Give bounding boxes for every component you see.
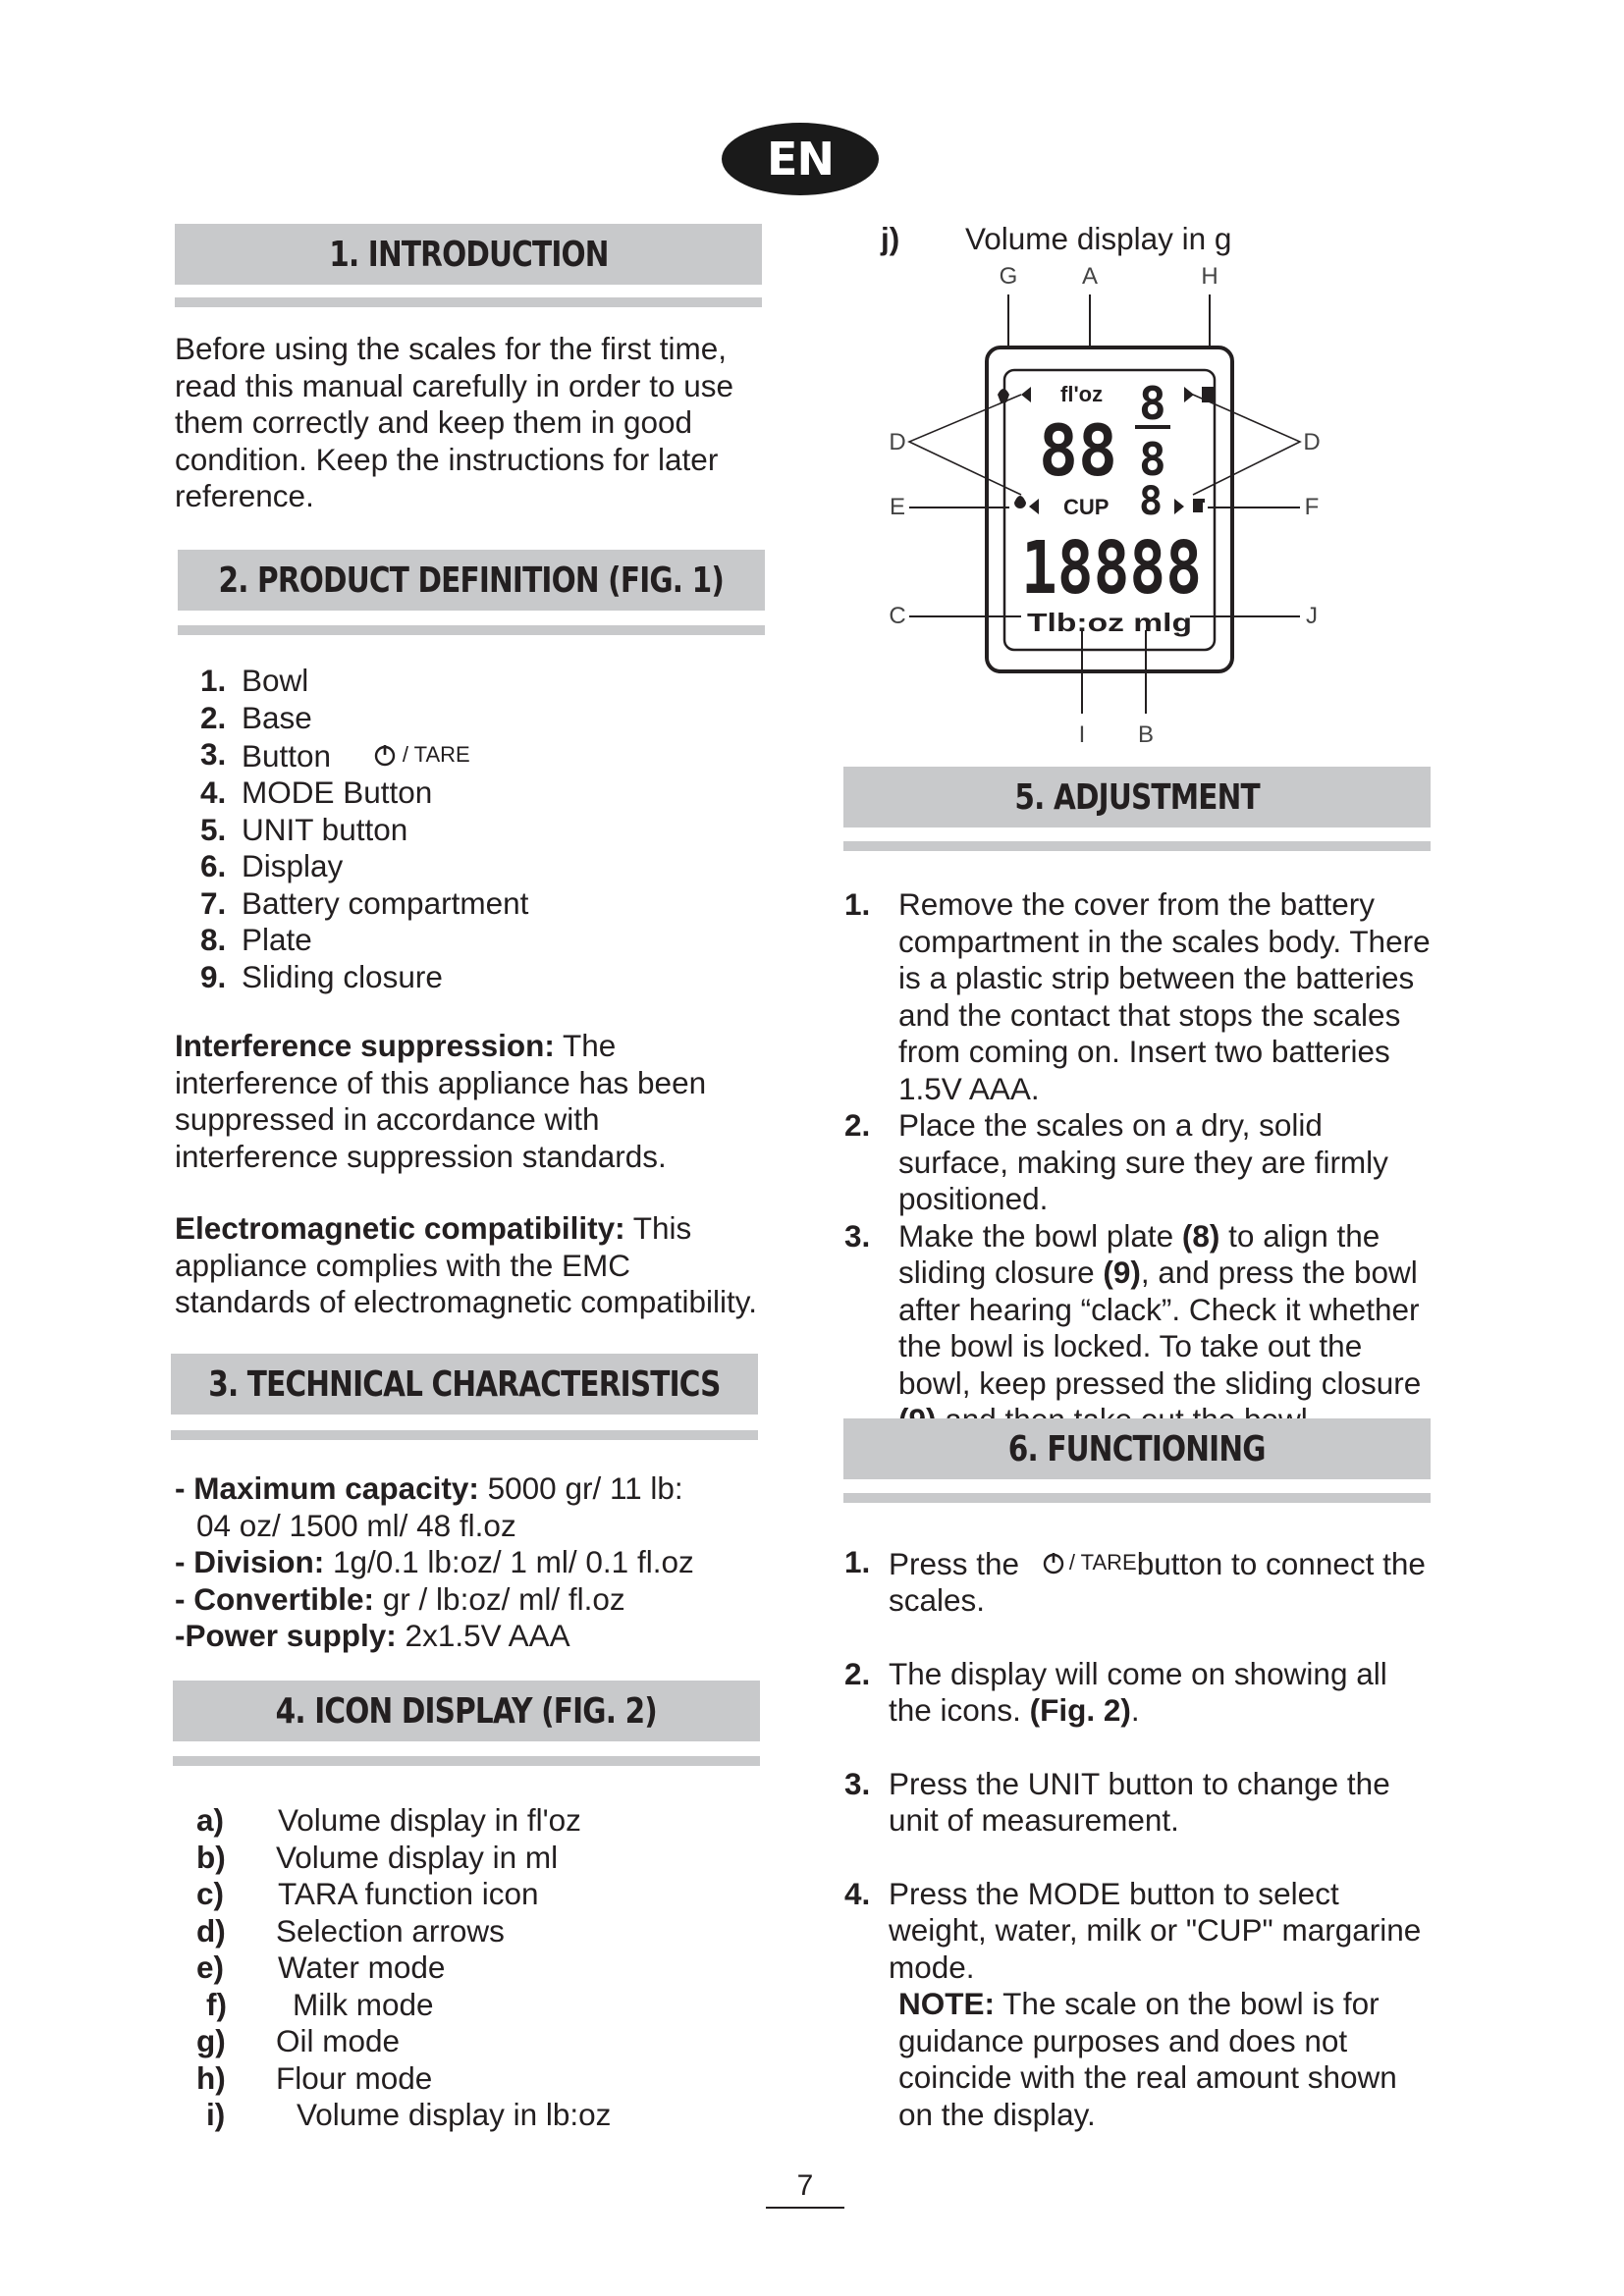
tech-value: 1g/0.1 lb:oz/ 1 ml/ 0.1 fl.oz: [324, 1544, 694, 1579]
item-label: Plate: [242, 922, 312, 958]
item-letter: j): [881, 221, 900, 256]
language-badge: EN: [722, 123, 879, 195]
tare-symbol: [1042, 1544, 1137, 1581]
step-number: 2.: [844, 1655, 871, 1691]
item-number: 1.: [200, 663, 227, 698]
lcd-fraction-top: 8: [1139, 377, 1166, 430]
tare-label: / TARE: [1068, 1550, 1137, 1575]
list-item: - Convertible: gr / lb:oz/ ml/ fl.oz: [175, 1580, 625, 1617]
callout-C: C: [889, 603, 906, 629]
item-letter: g): [196, 2023, 226, 2058]
step-text: Press the MODE button to select weight, water, milk or "CUP" margarine mode.: [889, 1875, 1422, 1985]
list-item: [200, 663, 750, 700]
step-text: Press the UNIT button to change the unit of measurement.: [889, 1765, 1390, 1839]
emc-text: This appliance complies with the EMC standards of electromagnetic compatibility.: [175, 1210, 757, 1319]
list-item: [196, 1876, 746, 1913]
step-number: 4.: [844, 1875, 871, 1911]
step-number: 1.: [844, 1544, 871, 1579]
section-heading-technical: 3. TECHNICAL CHARACTERISTICS: [171, 1354, 758, 1415]
callout-A: A: [1081, 263, 1099, 290]
step-ref: (Fig. 2): [1029, 1692, 1131, 1729]
list-item: [196, 2060, 746, 2098]
list-item: [844, 1218, 1434, 1439]
item-letter: i): [206, 2097, 226, 2132]
section-heading-adjustment: 5. ADJUSTMENT: [843, 767, 1431, 828]
lcd-fraction-bottom: 8: [1139, 433, 1166, 486]
intro-text: Before using the scales for the first time, read this manual carefully in order to use them correctly and keep them in good condition. Keep the instructions for later reference.: [175, 331, 734, 513]
step-text: to align the sliding closure: [898, 1217, 1380, 1290]
list-item: [200, 848, 750, 885]
tech-value: 2x1.5V AAA: [396, 1618, 570, 1653]
intro-paragraph: [175, 331, 744, 515]
step-number: 2.: [844, 1107, 871, 1143]
product-parts-list: [200, 663, 750, 995]
interference-title: Interference suppression:: [175, 1028, 555, 1063]
item-label: Sliding closure: [242, 958, 443, 994]
power-icon: [373, 743, 397, 767]
list-item: - Maximum capacity: 5000 gr/ 11 lb:: [175, 1470, 683, 1506]
item-number: 3.: [200, 736, 227, 772]
item-label: Bowl: [242, 663, 309, 698]
list-item: [844, 886, 1434, 1107]
list-item: [196, 1840, 746, 1877]
callout-D-right: D: [1303, 429, 1321, 455]
list-item: -Power supply: 2x1.5V AAA: [175, 1618, 570, 1653]
item-letter: f): [206, 1986, 227, 2022]
item-text: Volume display in g: [965, 221, 1232, 256]
item-text: Volume display in lb:oz: [297, 2097, 612, 2132]
section-heading-functioning: 6. FUNCTIONING: [843, 1418, 1431, 1479]
step-text: Press the: [889, 1545, 1028, 1581]
item-letter: h): [196, 2059, 226, 2096]
adjustment-steps: [844, 886, 1434, 1439]
step-text: Place the scales on a dry, solid surface, making sure they are firmly positioned.: [898, 1107, 1388, 1216]
tech-value: 5000 gr/ 11 lb:: [478, 1470, 683, 1506]
list-item: [196, 1949, 746, 1987]
list-item: [196, 1802, 746, 1840]
item-letter: c): [196, 1876, 225, 1911]
callout-B: B: [1137, 721, 1155, 748]
item-text: Flour mode: [276, 2059, 433, 2096]
item-text: Oil mode: [276, 2023, 401, 2058]
step-number: 3.: [844, 1765, 871, 1801]
step-number: 3.: [844, 1217, 871, 1254]
lcd-digits-top: 88: [1039, 409, 1117, 492]
callout-D-left: D: [889, 429, 906, 455]
callout-H: H: [1201, 263, 1218, 290]
lcd-display-figure: [874, 257, 1335, 758]
tech-label: Division:: [193, 1544, 325, 1579]
functioning-steps: [844, 1544, 1434, 2133]
lcd-unit-floz: fl'oz: [1060, 382, 1104, 406]
item-number: 9.: [200, 958, 227, 994]
step-ref: (9): [1103, 1255, 1141, 1290]
item-text: Selection arrows: [276, 1912, 505, 1949]
list-item: [196, 1913, 746, 1950]
section-divider: [843, 1493, 1431, 1503]
item-letter: b): [196, 1839, 226, 1875]
item-number: 5.: [200, 811, 227, 847]
item-text: Volume display in fl'oz: [278, 1802, 581, 1838]
note-text: The scale on the bowl is for guidance purposes and does not coincide with the real amount shown on the display.: [898, 1986, 1397, 2132]
list-item: [200, 700, 750, 737]
item-number: 4.: [200, 774, 227, 811]
section-divider: [171, 1430, 758, 1440]
item-label: UNIT button: [242, 811, 408, 847]
item-letter: d): [196, 1912, 226, 1949]
callout-G: G: [999, 263, 1018, 290]
step-text: The display will come on showing all the icons.: [889, 1655, 1387, 1729]
list-item: [196, 1987, 746, 2024]
lcd-digit-cup: 8: [1139, 479, 1164, 524]
item-label: Display: [242, 848, 344, 884]
callout-J: J: [1306, 603, 1318, 629]
list-item: [844, 1766, 1434, 1840]
tare-symbol: [373, 736, 470, 774]
section-heading-introduction: 1. INTRODUCTION: [175, 224, 762, 285]
item-label: Base: [242, 699, 312, 735]
emc-paragraph: [175, 1210, 764, 1321]
section-divider: [175, 297, 762, 307]
emc-title: Electromagnetic compatibility:: [175, 1210, 625, 1246]
list-item: [196, 2097, 746, 2134]
list-item-continuation: 04 oz/ 1500 ml/ 48 fl.oz: [196, 1507, 516, 1543]
item-text: Volume display in ml: [276, 1839, 559, 1875]
lcd-main-digits: 18888: [1021, 526, 1202, 611]
page-number: 7: [766, 2169, 844, 2209]
icon-item-j: [881, 221, 1372, 260]
list-item: [200, 774, 750, 812]
item-text: Water mode: [278, 1949, 446, 1985]
tech-label: Power supply:: [185, 1618, 397, 1653]
item-text: Milk mode: [293, 1986, 434, 2022]
lcd-units: Tlb:oz mlg: [1027, 608, 1192, 637]
item-letter: e): [196, 1949, 225, 1985]
item-number: 6.: [200, 848, 227, 884]
section-heading-product-definition: 2. PRODUCT DEFINITION (FIG. 1): [178, 550, 765, 611]
icon-list: [196, 1802, 746, 2134]
item-label: Battery compartment: [242, 884, 529, 921]
list-item: [844, 1544, 1434, 1620]
callout-E: E: [889, 494, 906, 520]
item-number: 2.: [200, 699, 227, 735]
list-item: [196, 2023, 746, 2060]
list-item: [200, 812, 750, 849]
note-paragraph: [844, 1986, 1434, 2133]
tech-label: Maximum capacity:: [193, 1470, 479, 1506]
section-divider: [173, 1756, 760, 1766]
list-item: [200, 959, 750, 996]
item-label: Button: [242, 737, 332, 774]
power-icon: [1042, 1551, 1065, 1575]
section-heading-icon-display: 4. ICON DISPLAY (FIG. 2): [173, 1681, 760, 1741]
callout-I: I: [1078, 721, 1086, 748]
list-item: [844, 1876, 1434, 1987]
item-number: 8.: [200, 922, 227, 958]
note-label: NOTE:: [898, 1986, 995, 2022]
tech-value: gr / lb:oz/ ml/ fl.oz: [374, 1580, 625, 1617]
step-text: , and press the bowl after hearing “clack”. Check it whether the bowl is locked. To take out the bowl, keep pressed the sliding closure: [898, 1255, 1422, 1401]
item-label: MODE Button: [242, 774, 433, 811]
list-item: - Division: 1g/0.1 lb:oz/ 1 ml/ 0.1 fl.oz: [175, 1544, 694, 1579]
lcd-cup: CUP: [1063, 495, 1110, 519]
list-item: [200, 736, 750, 774]
section-divider: [178, 625, 765, 635]
list-item: [844, 1107, 1434, 1218]
tare-label: / TARE: [402, 742, 470, 767]
step-number: 1.: [844, 886, 871, 922]
list-item: [200, 922, 750, 959]
interference-text: The interference of this appliance has been suppressed in accordance with interference suppression standards.: [175, 1028, 707, 1174]
step-ref: (8): [1181, 1217, 1220, 1254]
item-text: TARA function icon: [278, 1876, 539, 1911]
flour-icon: [1202, 387, 1214, 402]
interference-paragraph: [175, 1028, 764, 1175]
callout-F: F: [1304, 494, 1320, 520]
step-text: button to connect the scales.: [889, 1545, 1426, 1619]
list-item: [200, 885, 750, 923]
tech-label: Convertible:: [193, 1580, 375, 1617]
section-divider: [843, 841, 1431, 851]
list-item: [844, 1656, 1434, 1730]
step-text: Remove the cover from the battery compartment in the scales body. There is a plastic strip between the batteries and the contact that stops the scales from coming on. Insert two batteries 1.5V AAA.: [898, 886, 1431, 1106]
technical-list: [175, 1470, 764, 1655]
step-text: .: [1130, 1692, 1140, 1729]
step-text: Make the bowl plate: [898, 1217, 1182, 1254]
item-letter: a): [196, 1802, 225, 1838]
item-number: 7.: [200, 884, 227, 921]
